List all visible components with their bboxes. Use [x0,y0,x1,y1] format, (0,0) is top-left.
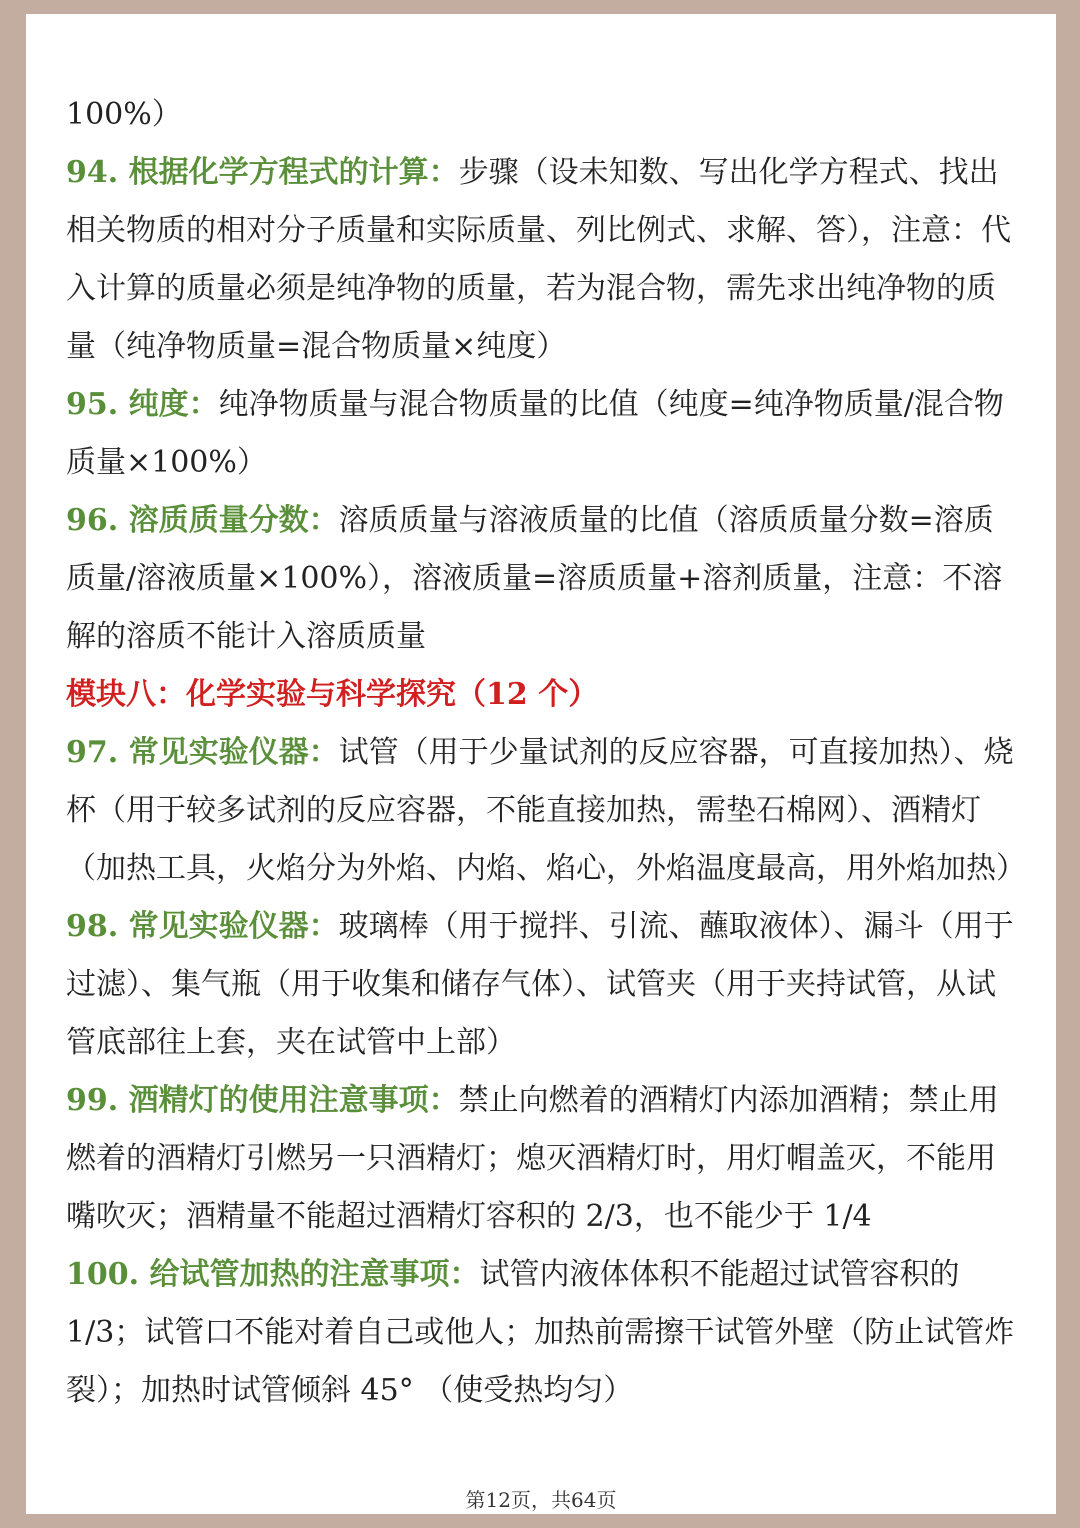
entry-100 [66,1246,1016,1420]
entry-body: 步骤（设未知数、写出化学方程式、找出相关物质的相对分子质量和实际质量、列比例式、求解、答），注意：代入计算的质量必须是纯净物的质量，若为混合物，需先求出纯净物的质量（纯净物质量=混合物质量×纯度） [66,155,1011,364]
entry-96 [66,492,1016,666]
entry-body: 溶质质量与溶液质量的比值（溶质质量分数=溶质质量/溶液质量×100%），溶液质量=溶质质量+溶剂质量，注意：不溶解的溶质不能计入溶质质量 [66,503,1003,654]
entry-title: 94. 根据化学方程式的计算： [66,155,459,190]
entry-title: 97. 常见实验仪器： [66,735,339,770]
entry-title: 100. 给试管加热的注意事项： [66,1257,480,1292]
entry-95 [66,376,1016,492]
entry-97 [66,724,1026,898]
entry-title: 98. 常见实验仪器： [66,909,339,944]
page-number: 第12页，共64页 [465,1488,617,1512]
entry-body: 禁止向燃着的酒精灯内添加酒精；禁止用燃着的酒精灯引燃另一只酒精灯；熄灭酒精灯时，用灯帽盖灭，不能用嘴吹灭；酒精量不能超过酒精灯容积的 2/3，也不能少于 1/4 [66,1083,999,1234]
entry-title: 99. 酒精灯的使用注意事项： [66,1083,459,1118]
entry-body: 纯净物质量与混合物质量的比值（纯度=纯净物质量/混合物质量×100%） [66,387,1004,480]
entry-94 [66,144,1016,376]
entry-body: 试管（用于少量试剂的反应容器，可直接加热）、烧杯（用于较多试剂的反应容器，不能直接加热，需垫石棉网）、酒精灯（加热工具，火焰分为外焰、内焰、焰心，外焰温度最高，用外焰加热） [66,735,1026,886]
entry-body: 试管内液体体积不能超过试管容积的 1/3；试管口不能对着自己或他人；加热前需擦干试管外壁（防止试管炸裂）；加热时试管倾斜 45° （使受热均匀） [66,1257,1015,1408]
module-heading: 模块八：化学实验与科学探究（12 个） [66,677,599,712]
entry-99 [66,1072,1016,1246]
entry-title: 95. 纯度： [66,387,219,422]
continued-text: 100%） [66,97,182,132]
entry-body: 玻璃棒（用于搅拌、引流、蘸取液体）、漏斗（用于过滤）、集气瓶（用于收集和储存气体）、试管夹（用于夹持试管，从试管底部往上套，夹在试管中上部） [66,909,1014,1060]
document-body [66,86,1026,1420]
entry-title: 96. 溶质质量分数： [66,503,339,538]
entry-98 [66,898,1016,1072]
document-page [26,14,1056,1514]
